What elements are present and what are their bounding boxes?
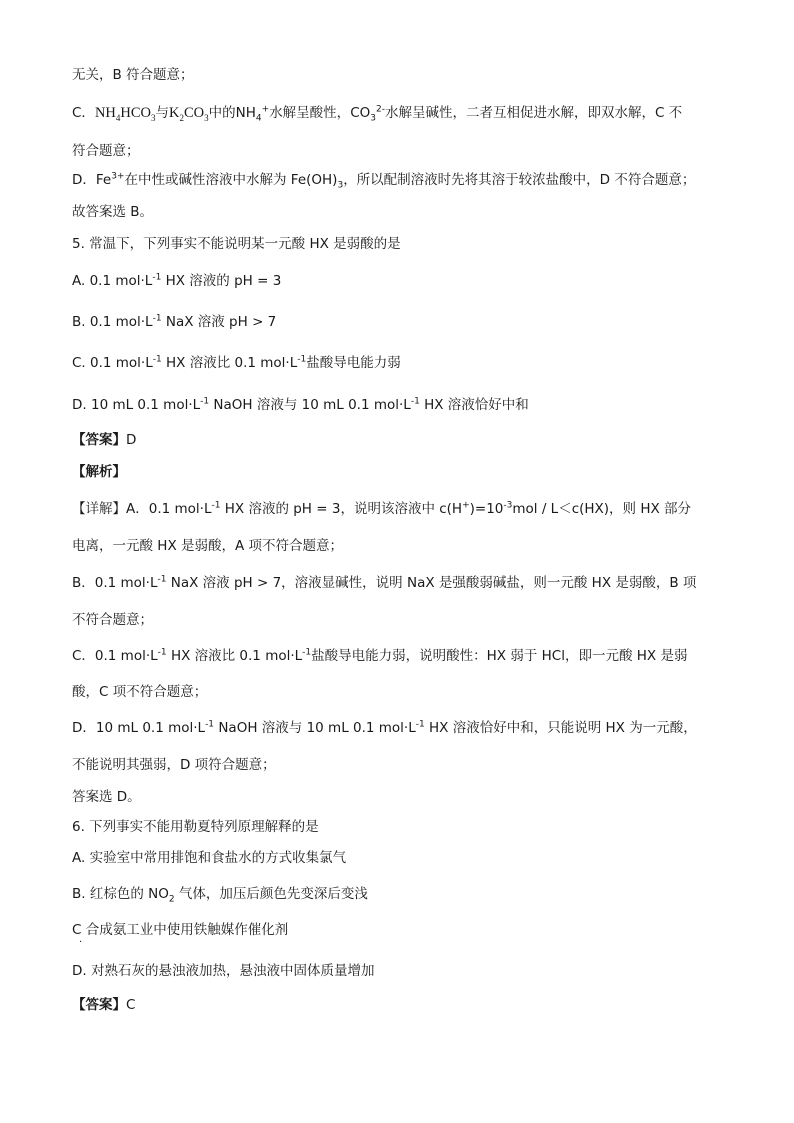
analysis-label: 【解析】 [72, 464, 126, 480]
text-line-option-c-explanation: C．$NH_4HCO_3$与$K_2CO_3$中的$NH_4^+$水解呈酸性，$CO_3^{2-}$水解呈碱性，二者互相促进水解，即双水解，C 不 [72, 104, 683, 124]
detail-option-b: B．0.1 $mol\cdot L^{-1}$ NaX 溶液 pH > 7，溶液显碱性，说明 NaX 是强酸弱碱盐，则一元酸 HX 是弱酸，B 项 [72, 574, 697, 591]
answer-label: 【答案】C [72, 997, 136, 1013]
question-5-option-c: C. 0.1 $mol\cdot L^{-1}$ HX 溶液比 0.1 $mol\cdot L^{-1}$盐酸导电能力弱 [72, 354, 401, 371]
text-line: 答案选 D。 [72, 789, 141, 805]
detail-option-c: C．0.1 $mol\cdot L^{-1}$ HX 溶液比 0.1 $mol\cdot L^{-1}$盐酸导电能力弱，说明酸性：HX 弱于 HCl，即一元酸 HX 是弱 [72, 647, 688, 664]
text-line: 不能说明其强弱，D 项符合题意； [72, 757, 276, 773]
stray-dot: · [79, 937, 83, 948]
text-line: 不符合题意； [72, 612, 153, 628]
question-5-stem: 5. 常温下，下列事实不能说明某一元酸 HX 是弱酸的是 [72, 236, 401, 252]
text-line: 电离，一元酸 HX 是弱酸，A 项不符合题意； [72, 538, 344, 554]
question-6-option-b: B. 红棕色的 $NO_2$ 气体，加压后颜色先变深后变浅 [72, 886, 368, 905]
text-line-option-d-explanation: D．$Fe^{3+}$在中性或碱性溶液中水解为 $Fe(OH)_3$，所以配制溶液时先将其溶于较浓盐酸中，D 不符合题意； [72, 171, 696, 191]
detail-option-d: D．10 mL 0.1 $mol\cdot L^{-1}$ NaOH 溶液与 10 mL 0.1 $mol\cdot L^{-1}$ HX 溶液恰好中和，只能说明 HX 为一元酸， [72, 719, 697, 736]
question-6-option-d: D. 对熟石灰的悬浊液加热，悬浊液中固体质量增加 [72, 963, 375, 979]
question-5-option-a: A. 0.1 $mol\cdot L^{-1}$ HX 溶液的 pH = 3 [72, 272, 282, 289]
question-5-option-d: D. 10 mL 0.1 $mol\cdot L^{-1}$ NaOH 溶液与 10 mL 0.1 $mol\cdot L^{-1}$ HX 溶液恰好中和 [72, 396, 529, 413]
question-6-stem: 6. 下列事实不能用勒夏特列原理解释的是 [72, 819, 319, 835]
answer-label: 【答案】D [72, 432, 137, 448]
text-line: 酸，C 项不符合题意； [72, 684, 208, 700]
text-line: 故答案选 B。 [72, 204, 154, 220]
question-5-option-b: B. 0.1 $mol\cdot L^{-1}$ NaX 溶液 pH > 7 [72, 313, 277, 330]
detail-option-a: 【详解】A．0.1 $mol\cdot L^{-1}$ HX 溶液的 pH = 3，说明该溶液中 $c(H^+)=10^{-3}mol / L<c(HX)$，则 HX 部分 [72, 500, 692, 517]
text-line: 符合题意； [72, 143, 140, 159]
question-6-option-c: C 合成氨工业中使用铁触媒作催化剂 [72, 922, 289, 938]
text-line: 无关，B 符合题意； [72, 67, 194, 83]
question-6-option-a: A. 实验室中常用排饱和食盐水的方式收集氯气 [72, 850, 347, 866]
